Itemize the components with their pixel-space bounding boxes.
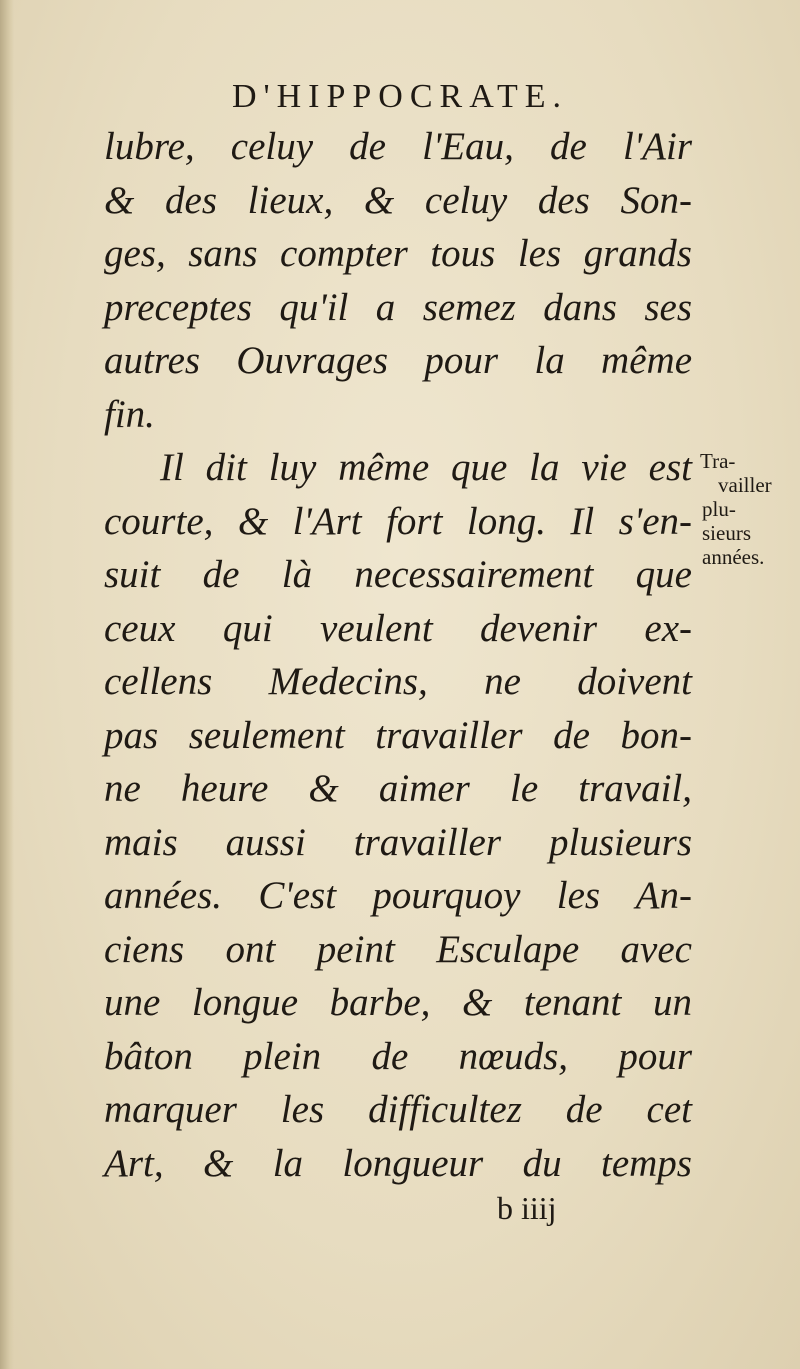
text-line: ne heure & aimer le travail, (104, 767, 692, 810)
text-line: preceptes qu'il a semez dans ses (104, 285, 692, 329)
text-line: cellens Medecins, ne doivent (104, 660, 692, 703)
text-line: Il dit luy même que la vie est (160, 446, 692, 489)
text-line: ges, sans compter tous les grands (104, 232, 692, 275)
margin-note-line: vailler (718, 473, 772, 497)
text-line: ceux qui veulent devenir ex- (104, 606, 692, 650)
text-line: suit de là necessairement que (104, 553, 692, 596)
margin-note-line: sieurs (702, 521, 751, 545)
text-line: & des lieux, & celuy des Son- (104, 178, 692, 222)
text-line: fin. (104, 392, 155, 436)
text-line: une longue barbe, & tenant un (104, 981, 692, 1024)
margin-note-line: années. (702, 545, 765, 569)
margin-note (700, 449, 796, 569)
text-line: années. C'est pourquoy les An- (104, 874, 692, 917)
text-line: marquer les difficultez de cet (104, 1088, 692, 1131)
text-line: mais aussi travailler plusieurs (104, 820, 692, 864)
signature-mark: b iiij (497, 1190, 557, 1226)
text-line: bâton plein de nœuds, pour (104, 1034, 692, 1078)
margin-note-line: Tra- (700, 449, 736, 473)
text-line: ciens ont peint Esculape avec (104, 927, 692, 971)
text-line: pas seulement travailler de bon- (104, 713, 692, 757)
text-line: Art, & la longueur du temps (104, 1141, 692, 1185)
body-text (104, 120, 692, 1190)
text-line: courte, & l'Art fort long. Il s'en- (104, 499, 692, 543)
page-gutter-shadow (0, 0, 14, 1369)
text-line: autres Ouvrages pour la même (104, 339, 692, 382)
margin-note-line: plu- (702, 497, 736, 521)
running-head: D'HIPPOCRATE. (231, 78, 569, 115)
text-line: lubre, celuy de l'Eau, de l'Air (104, 125, 692, 168)
